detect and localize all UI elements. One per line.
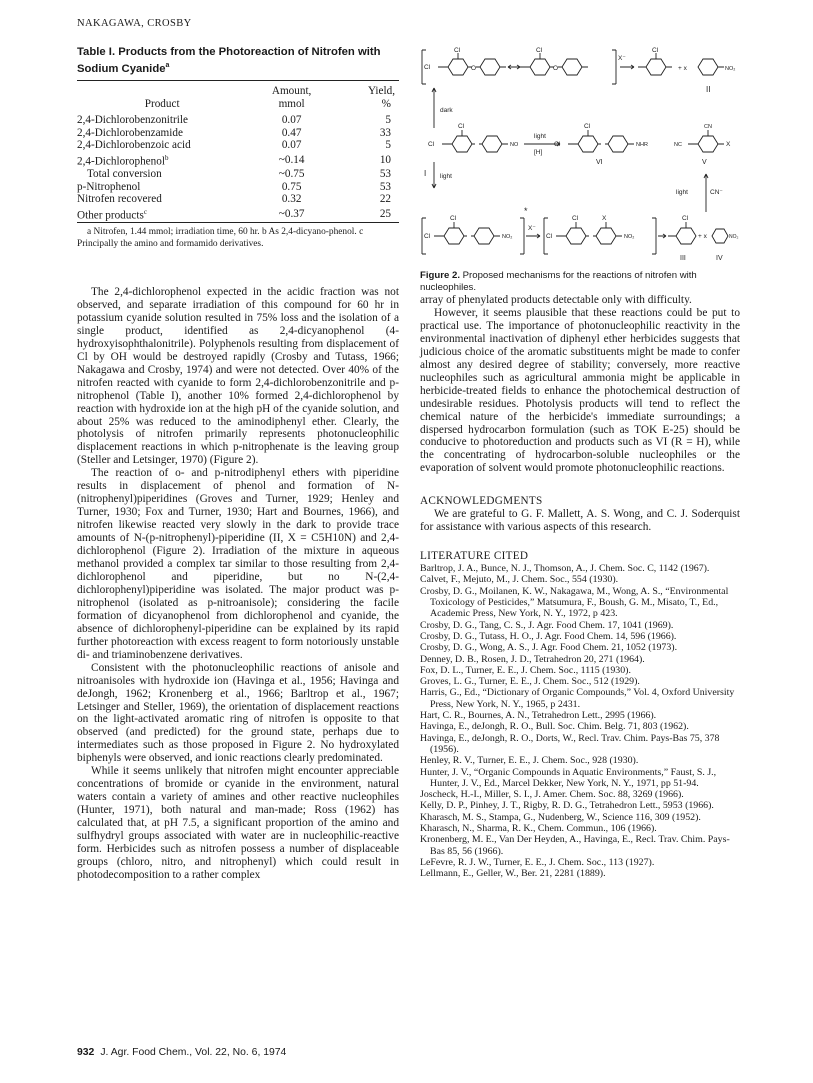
page-footer xyxy=(77,1047,286,1058)
table-row xyxy=(77,111,399,127)
paragraph: The 2,4-dichlorophenol expected in the acidic fraction was not observed, and separate irradiation of this compound for 60 hr in potassium cyanide solution resulted in 75% loss and the isolation of a single product, identified as 2,4-dicyanophenol (4-hydroxyisophthalonitrile). Polyphenols resulting from displacement of Cl by OH would be destroyed rapidly (Crosby and Tutass, 1966; Nakagawa and Crosby, 1974) and were not detected. Over 40% of the nitrofen reacted with cyanide to form 2,4-dichlorobenzonitrile and p-nitrophenol (Table I), another 10% formed 2,4-dichlorophenol by reaction with hydroxide ion at the high pH of the cyanide solution, and about 25% was reduced to the aminodiphenyl ether. Clearly, the photolysis of nitrofen primarily represents photonucleophilic displacement reactions in which p-nitrophenate is the leaving group (Steller and Letsinger, 1970) (Figure 2). xyxy=(77,286,399,467)
product-cell: Other products$^c$ xyxy=(77,208,147,222)
paragraph: array of phenylated products detectable only with difficulty. xyxy=(420,294,692,306)
product-cell: 2,4-Dichlorobenzoic acid xyxy=(77,139,191,152)
reagent-label: X⁻ xyxy=(618,55,626,62)
atom-label: Cl xyxy=(424,233,431,240)
product-cell: 2,4-Dichlorobenzonitrile xyxy=(77,114,188,127)
table-title-marker: a xyxy=(165,62,170,69)
compound-II-label: II xyxy=(706,85,711,94)
figure-caption: Figure 2. Proposed mechanisms for the reactions of nitrofen with nucleophiles. xyxy=(420,270,697,293)
product-cell: 2,4-Dichlorobenzamide xyxy=(77,126,183,139)
table-row xyxy=(77,193,399,206)
compound-III-label: III xyxy=(680,255,686,262)
amount-cell: 0.75 xyxy=(281,180,302,193)
col-header-yield: Yield, % xyxy=(367,84,395,110)
reagent-label: + x xyxy=(678,65,687,72)
reference-entry: Harris, G., Ed., “Dictionary of Organic Compounds,” Vol. 4, Oxford University Press, New York, N. Y., 1965, p 2431. xyxy=(420,687,735,710)
h-label: [H] xyxy=(534,149,543,156)
products-table xyxy=(77,81,399,223)
reference-entry: Havinga, E., deJongh, R. O., Bull. Soc. Chim. Belg. 71, 803 (1962). xyxy=(420,721,689,733)
group-label: NO₂ xyxy=(729,234,739,240)
table-title: Table I. Products from the Photoreaction of Nitrofen with Sodium Cyanide$^a$ xyxy=(77,46,381,75)
compound-IV-label: IV xyxy=(716,255,723,262)
table-row xyxy=(77,181,399,194)
reference-entry: Kelly, D. P., Pinhey, J. T., Rigby, R. D. G., Tetrahedron Lett., 5953 (1966). xyxy=(420,800,714,812)
atom-label: O xyxy=(471,65,477,72)
reference-entry: Crosby, D. G., Tang, C. S., J. Agr. Food Chem. 17, 1041 (1969). xyxy=(420,619,674,631)
atom-label: O xyxy=(553,65,559,72)
compound-V-label: V xyxy=(702,159,707,166)
reference-entry: Crosby, D. G., Tutass, H. O., J. Agr. Food Chem. 14, 596 (1966). xyxy=(420,630,677,642)
journal-citation: J. Agr. Food Chem., Vol. 22, No. 6, 1974 xyxy=(100,1047,287,1058)
paragraph: The reaction of o- and p-nitrodiphenyl ethers with piperidine results in displacement of phenol and formation of N-(nitrophenyl)piperidines (Groves and Turner, 1929; Henley and Turner, 1930; Fox and Turner, 1930; Hart and Bournes, 1966), and nitrofen likewise reacted very slowly in the dark to provide trace amounts of N-(p-nitrophenyl)-piperidine (II, X = C5H10N) and 2,4-dichlorophenol (Figure 2). Irradiation of the mixture in aqueous methanol provided a complex tar similar to those resulting from 2,4-dichlorophenol and piperidine, but no N-(2,4-dichlorophenyl)piperidine was isolated. The major product was p-nitrophenol (isolated as p-nitroanisole); considering the facile formation of dicyanophenol from dichlorophenol and cyanide, the absence of dichlorophenyl-piperidine can be explained by its rapid further photoreaction with excess reagent to form notoriously unstable di- and triaminobenzene derivatives. xyxy=(77,467,399,661)
col-header-product: Product xyxy=(144,97,180,110)
paragraph: However, it seems plausible that these reactions could be put to practical use. The importance of photonucleophilic reactivity in the environmental inactivation of diphenyl ether herbicides suggests that judicious choice of the aromatic substituents might be made to confer almost any desired degree of stability; conversely, more reactive nucleophiles such as agricultural ammonia might be applicable in herbicide-treated fields to enhance the photochemical destruction of undesirable residues. Photolysis products will tend to reflect the chemical nature of the herbicide's immediate surroundings; a dispersed hydrocarbon formulation (such as TOK E-25) should be conducive to photoreduction and products such as VI (R = H), while the concentrating of hydrocarbon-soluble nucleophiles or the evaporation of solvent would promote photonucleophilic reactions. xyxy=(420,306,740,475)
running-head: NAKAGAWA, CROSBY xyxy=(77,18,192,29)
compound-I-label: I xyxy=(424,169,427,178)
reference-entry: Hunter, J. V., “Organic Compounds in Aquatic Environments,” Faust, S. J., Hunter, J. V., Ed., Marcel Dekker, New York, N. Y., 1971, pp 51-94. xyxy=(420,766,717,789)
atom-label: Cl xyxy=(424,64,431,71)
scheme-diagram xyxy=(420,42,740,270)
amount-cell: ~0.14 xyxy=(278,153,305,166)
product-cell: Nitrofen recovered xyxy=(77,193,162,206)
light-label: light xyxy=(440,173,452,180)
reference-entry: Hart, C. R., Bournes, A. N., Tetrahedron Lett., 2995 (1966). xyxy=(420,710,657,722)
yield-cell: 10 xyxy=(379,153,391,166)
atom-label: Cl xyxy=(572,215,579,222)
reference-entry: Denney, D. B., Rosen, J. D., Tetrahedron 20, 271 (1964). xyxy=(420,653,645,665)
radical-marker: * xyxy=(524,206,528,216)
reference-entry: Lellmann, E., Geller, W., Ber. 21, 2281 (1889). xyxy=(420,868,606,880)
acknowledgments-text: We are grateful to G. F. Mallett, A. S. Wong, and C. J. Soderquist for assistance with various aspects of this research. xyxy=(420,508,740,534)
right-column xyxy=(420,294,740,879)
atom-label: Cl xyxy=(458,123,465,130)
table-row xyxy=(77,168,399,181)
group-label: NO₂ xyxy=(725,66,736,72)
reference-entry: Kharasch, N., Sharma, R. K., Chem. Commun., 106 (1966). xyxy=(420,822,657,834)
paragraph: While it seems unlikely that nitrofen might encounter appreciable concentrations of bromide or cyanide in the environment, natural waters contain a variety of amines and other reactive nucleophiles (Hunter, 1971), both natural and man-made; Ross (1962) has calculated that, at pH 7.5, a significant proportion of the amino and sulfhydryl groups associated with water are in nucleophilic-reactive form. Herbicides such as nitrofen possess a number of displaceable groups (chloro, nitro, and nitrophenyl) which could result in photodecomposition to a rather complex xyxy=(77,765,399,881)
yield-cell: 33 xyxy=(379,126,391,139)
reference-entry: Crosby, D. G., Wong, A. S., J. Agr. Food Chem. 21, 1052 (1973). xyxy=(420,642,678,654)
atom-label: Cl xyxy=(454,47,461,54)
product-cell: Total conversion xyxy=(87,168,162,181)
atom-label: Cl xyxy=(428,141,435,148)
compound-VI-label: VI xyxy=(596,159,603,166)
reference-entry: Henley, R. V., Turner, E. E., J. Chem. Soc., 928 (1930). xyxy=(420,755,639,767)
light-label: light xyxy=(534,133,546,140)
table-row xyxy=(77,127,399,140)
amount-cell: 0.07 xyxy=(281,139,302,152)
yield-cell: 5 xyxy=(385,139,391,152)
atom-label: Cl xyxy=(584,123,591,130)
reference-entry: Groves, L. G., Turner, E. E., J. Chem. Soc., 512 (1929). xyxy=(420,676,640,688)
reference-entry: Kronenberg, M. E., Van Der Heyden, A., Havinga, E., Recl. Trav. Chim. Pays-Bas 85, 56 (1966). xyxy=(420,834,730,857)
light-label: light xyxy=(676,189,688,196)
table-bottom-rule xyxy=(77,222,399,223)
atom-label: Cl xyxy=(554,141,561,148)
reference-entry: Havinga, E., deJongh, R. O., Dorts, W., Recl. Trav. Chim. Pays-Bas 75, 378 (1956). xyxy=(420,732,720,755)
reaction-scheme xyxy=(420,42,740,282)
amount-cell: 0.47 xyxy=(281,126,302,139)
product-cell: 2,4-Dichlorophenol$^b$ xyxy=(77,153,169,168)
table-row xyxy=(77,206,399,222)
reagent-label: X⁻ xyxy=(528,225,536,232)
product-cell: p-Nitrophenol xyxy=(77,180,141,193)
table-row xyxy=(77,152,399,168)
reagent-label: + x xyxy=(698,233,707,240)
atom-label: Cl xyxy=(546,233,553,240)
left-column xyxy=(77,286,399,882)
group-label: X xyxy=(726,141,731,148)
reference-entry: Fox, D. L., Turner, E. E., J. Chem. Soc., 1115 (1930). xyxy=(420,664,631,676)
reference-entry: Kharasch, M. S., Stampa, G., Nudenberg, W., Science 116, 309 (1952). xyxy=(420,811,701,823)
cn-label: CN⁻ xyxy=(710,189,723,196)
reference-entry: LeFevre, R. J. W., Turner, E. E., J. Chem. Soc., 113 (1927). xyxy=(420,856,655,868)
acknowledgments-heading: ACKNOWLEDGMENTS xyxy=(420,495,543,508)
reference-entry: Calvet, F., Mejuto, M., J. Chem. Soc., 554 (1930). xyxy=(420,574,619,586)
amount-cell: ~0.75 xyxy=(278,168,305,181)
group-label: NO₂ xyxy=(502,234,513,240)
atom-label: Cl xyxy=(652,47,659,54)
amount-cell: 0.32 xyxy=(281,193,302,206)
table-footnote: a Nitrofen, 1.44 mmol; irradiation time, 60 hr. b As 2,4-dicyano-phenol. c Principally the amino and formamido derivatives. xyxy=(77,227,364,249)
reference-entry: Crosby, D. G., Moilanen, K. W., Nakagawa, M., Wong, A. S., “Environmental Toxicology of Pesticides,” Matsumura, F., Boush, G. M., Misato, T., Ed., Academic Press, New York, N. Y., 1972, p 423. xyxy=(420,585,729,620)
literature-heading: LITERATURE CITED xyxy=(420,550,529,563)
group-label: NO₂ xyxy=(624,234,635,240)
group-label: NHR xyxy=(636,142,648,148)
reference-entry: Joscheck, H.-I., Miller, S. I., J. Amer. Chem. Soc. 88, 3269 (1966). xyxy=(420,789,684,801)
table-row xyxy=(77,139,399,152)
reference-entry: Barltrop, J. A., Bunce, N. J., Thomson, A., J. Chem. Soc. C, 1142 (1967). xyxy=(420,563,710,575)
table-body xyxy=(77,111,399,223)
col-header-amount: Amount, mmol xyxy=(271,84,312,110)
reference-list xyxy=(420,563,740,879)
amount-cell: 0.07 xyxy=(281,114,302,127)
page-number: 932 xyxy=(77,1047,95,1058)
yield-cell: 22 xyxy=(379,193,391,206)
paragraph: Consistent with the photonucleophilic reactions of anisole and nitroanisoles with hydroxide ion (Havinga et al., 1956; Havinga and deJongh, 1962; Kronenberg et al., 1966; Barltrop et al., 1967; Letsinger and Steller, 1969), the orientation of displacement reactions on the light-activated aromatic ring of nitrofen is opposite to that observed (and predicted) for the ground state, perhaps due to intermediates such as those proposed in Figure 2. No hydroxylated biphenyls were observed, and ionic reactions clearly predominated. xyxy=(77,661,399,765)
group-label: CN xyxy=(704,124,712,130)
dark-label: dark xyxy=(440,107,453,114)
yield-cell: 53 xyxy=(379,180,391,193)
yield-cell: 25 xyxy=(379,207,391,220)
yield-cell: 53 xyxy=(379,168,391,181)
group-label: NC xyxy=(674,142,682,148)
group-label: NO xyxy=(510,142,519,148)
atom-label: Cl xyxy=(682,215,689,222)
atom-label: Cl xyxy=(536,47,543,54)
table-one xyxy=(77,46,399,250)
atom-label: Cl xyxy=(450,215,457,222)
yield-cell: 5 xyxy=(385,114,391,127)
group-label: X xyxy=(602,215,607,222)
amount-cell: ~0.37 xyxy=(278,207,305,220)
